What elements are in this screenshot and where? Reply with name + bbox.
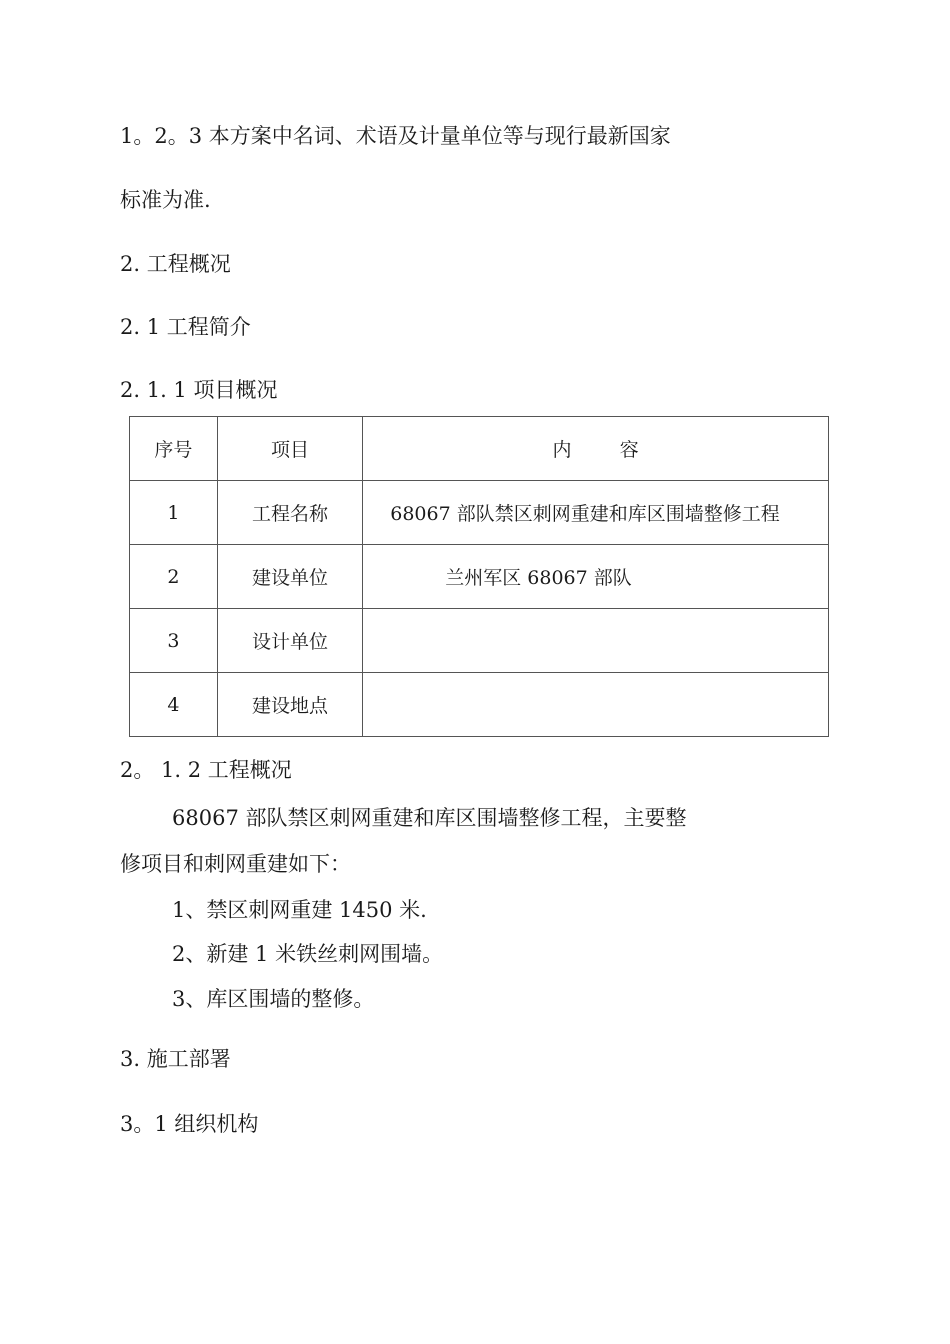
- row-content: [363, 609, 829, 673]
- row-item: 设计单位: [217, 609, 363, 673]
- heading-3: 3. 施工部署: [120, 1047, 231, 1071]
- row-item: 建设地点: [217, 673, 363, 737]
- overview-paragraph-line-2: 修项目和刺网重建如下：: [120, 852, 351, 876]
- row-content: 兰州军区 68067 部队: [363, 545, 829, 609]
- row-no: 4: [130, 673, 218, 737]
- table-row: [130, 545, 829, 609]
- list-item: 3、库区围墙的整修。: [172, 987, 375, 1011]
- list-item: 1、禁区刺网重建 1450 米.: [172, 898, 427, 922]
- row-no: 3: [130, 609, 218, 673]
- list-item: 2、新建 1 米铁丝刺网围墙。: [172, 942, 444, 966]
- heading-2-1-2: 2。 1. 2 工程概况: [120, 758, 292, 782]
- header-content: 内 容: [363, 417, 829, 481]
- heading-2: 2. 工程概况: [120, 252, 231, 276]
- row-no: 1: [130, 481, 218, 545]
- paragraph-1-2-3-line-2: 标准为准.: [120, 188, 211, 212]
- project-overview-table: [129, 416, 829, 737]
- overview-paragraph-line-1: 68067 部队禁区刺网重建和库区围墙整修工程，主要整: [172, 806, 687, 830]
- row-content: [363, 673, 829, 737]
- table-row: [130, 609, 829, 673]
- heading-2-1-1: 2. 1. 1 项目概况: [120, 378, 278, 402]
- header-no: 序号: [130, 417, 218, 481]
- header-item: 项目: [217, 417, 363, 481]
- row-item: 建设单位: [217, 545, 363, 609]
- row-no: 2: [130, 545, 218, 609]
- heading-3-1: 3。1 组织机构: [120, 1112, 259, 1136]
- heading-2-1: 2. 1 工程简介: [120, 315, 251, 339]
- table-header-row: [130, 417, 829, 481]
- table-row: [130, 673, 829, 737]
- row-item: 工程名称: [217, 481, 363, 545]
- row-content: 68067 部队禁区刺网重建和库区围墙整修工程: [363, 481, 829, 545]
- table-row: [130, 481, 829, 545]
- paragraph-1-2-3-line-1: 1。2。3 本方案中名词、术语及计量单位等与现行最新国家: [120, 124, 671, 148]
